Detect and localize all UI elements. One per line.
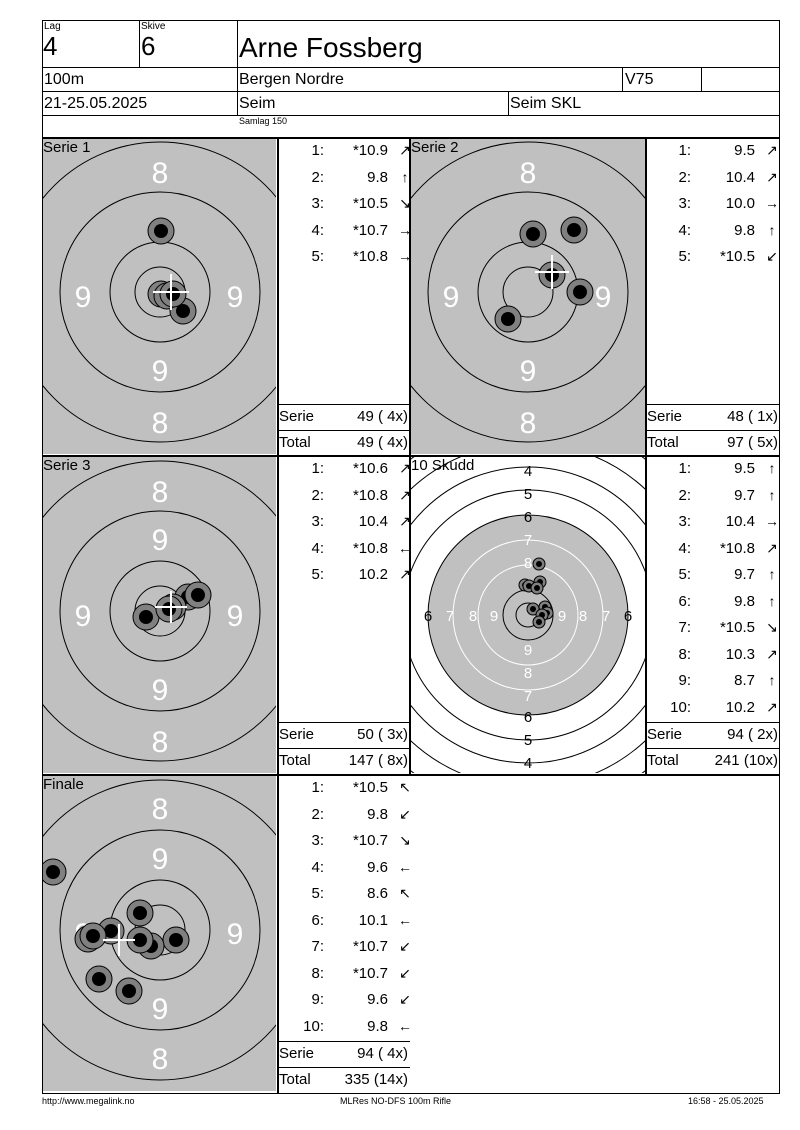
- shot-number: 2:: [311, 168, 324, 186]
- target-serie-1: [43, 139, 276, 454]
- direction-arrow-icon: ↗: [399, 513, 411, 529]
- target-svg: [43, 457, 276, 773]
- svg-text:5: 5: [523, 732, 533, 749]
- shot-number: 4:: [678, 221, 691, 239]
- ring-label: 9: [74, 600, 92, 633]
- direction-arrow-icon: ←: [398, 911, 412, 928]
- shot-value: *10.8: [719, 539, 755, 557]
- shot-value: *10.5: [352, 195, 388, 212]
- direction-arrow-icon: ↘: [399, 832, 411, 848]
- shot-number: 1:: [678, 142, 691, 159]
- serie-sum: Serie 50 ( 3x): [279, 726, 408, 743]
- svg-text:6: 6: [423, 608, 433, 625]
- shot-value: 9.8: [734, 592, 755, 610]
- shot-row: [657, 513, 777, 533]
- shot-value: *10.9: [352, 142, 388, 159]
- shot-number: 5:: [678, 248, 691, 265]
- shot-row: [290, 911, 412, 932]
- ring-label: 9: [151, 674, 169, 707]
- ring-label: 8: [151, 157, 169, 190]
- shot-number: 1:: [311, 460, 324, 477]
- direction-arrow-icon: ↘: [399, 195, 411, 211]
- svg-text:8: 8: [578, 608, 588, 625]
- shot-number: 4:: [311, 221, 324, 239]
- direction-arrow-icon: ↑: [768, 486, 776, 503]
- target-svg: [43, 139, 276, 454]
- shot-number: 6:: [311, 911, 324, 929]
- shot-number: 7:: [311, 938, 324, 955]
- shot-row: [290, 805, 411, 826]
- svg-text:4: 4: [523, 755, 533, 772]
- shot-row: [290, 248, 412, 268]
- shooter-name: Arne Fossberg: [239, 32, 423, 63]
- direction-arrow-icon: ↑: [768, 672, 776, 688]
- svg-text:8: 8: [523, 555, 533, 572]
- event-name: Samlag 150: [239, 116, 288, 126]
- ring-label: 9: [151, 524, 169, 557]
- shot-row: [290, 513, 411, 533]
- shot-number: 2:: [311, 805, 324, 823]
- direction-arrow-icon: ↗: [766, 142, 778, 158]
- direction-arrow-icon: ↘: [766, 619, 778, 635]
- svg-text:7: 7: [601, 608, 611, 625]
- direction-arrow-icon: ↗: [399, 142, 411, 158]
- direction-arrow-icon: ↑: [768, 566, 776, 582]
- shot-number: 10:: [303, 1017, 324, 1035]
- total-sum: Total 97 ( 5x): [647, 434, 778, 451]
- serie-sum: Serie 94 ( 4x): [279, 1045, 408, 1062]
- shot-number: 5:: [311, 885, 324, 902]
- shot-number: 2:: [311, 486, 324, 504]
- shot-row: [657, 619, 777, 639]
- skive-label: Skive: [141, 21, 166, 32]
- shot-value: *10.7: [352, 221, 388, 239]
- shot-row: [657, 566, 777, 586]
- shot-value: 9.8: [367, 1017, 388, 1035]
- shot-value: 9.8: [367, 168, 388, 186]
- shot-value: 9.5: [734, 142, 755, 159]
- shot-row: [290, 539, 412, 560]
- shot-row: [290, 1017, 412, 1038]
- shot-value: 10.0: [725, 195, 755, 212]
- shot-number: 2:: [678, 168, 691, 186]
- ring-label: 9: [151, 993, 169, 1026]
- direction-arrow-icon: ↖: [399, 779, 411, 795]
- shot-row: [290, 195, 411, 215]
- shot-row: [657, 540, 777, 560]
- club: Bergen Nordre: [239, 71, 344, 88]
- direction-arrow-icon: →: [765, 195, 779, 211]
- serie-sum: Serie 48 ( 1x): [647, 408, 778, 425]
- total-sum: Total 147 ( 8x): [279, 752, 408, 769]
- direction-arrow-icon: ↗: [766, 539, 778, 556]
- ring-label: 8: [151, 793, 169, 826]
- svg-text:9: 9: [557, 608, 567, 625]
- direction-arrow-icon: ↙: [399, 964, 411, 981]
- shot-value: *10.7: [352, 964, 388, 982]
- shot-row: [290, 779, 411, 799]
- shot-row: [657, 142, 777, 162]
- shooter-class: V75: [625, 71, 654, 88]
- target-svg: [411, 457, 645, 773]
- distance: 100m: [44, 71, 85, 88]
- shot-number: 2:: [678, 486, 691, 504]
- ring-label: 9: [519, 355, 537, 388]
- shot-row: [657, 487, 777, 507]
- svg-text:6: 6: [623, 608, 633, 625]
- shot-number: 1:: [678, 460, 691, 477]
- direction-arrow-icon: ↑: [768, 221, 776, 238]
- ring-label: 9: [226, 600, 244, 633]
- shot-number: 5:: [311, 248, 324, 265]
- shot-number: 8:: [678, 645, 691, 663]
- shot-value: 10.4: [725, 168, 755, 186]
- panel-title: Serie 3: [43, 457, 91, 474]
- shot-number: 6:: [678, 592, 691, 610]
- shot-number: 3:: [311, 195, 324, 212]
- shot-value: 9.6: [367, 991, 388, 1008]
- ring-label: 9: [74, 281, 92, 314]
- shot-row: [290, 460, 411, 480]
- shot-row: [657, 646, 777, 666]
- target-svg: [411, 139, 645, 454]
- shot-value: 10.3: [725, 645, 755, 663]
- shot-row: [290, 832, 411, 852]
- shot-list-finale: [290, 779, 412, 1039]
- shot-number: 9:: [311, 991, 324, 1008]
- direction-arrow-icon: ↑: [401, 168, 409, 185]
- direction-arrow-icon: →: [765, 513, 779, 529]
- date: 21-25.05.2025: [44, 95, 148, 112]
- shot-value: 9.7: [734, 486, 755, 504]
- shot-number: 3:: [311, 832, 324, 849]
- shot-number: 8:: [311, 964, 324, 982]
- direction-arrow-icon: →: [398, 248, 412, 264]
- direction-arrow-icon: ↙: [399, 991, 411, 1007]
- shot-number: 5:: [311, 566, 324, 583]
- target-10-skudd: [411, 457, 645, 773]
- shot-value: 9.8: [734, 221, 755, 239]
- direction-arrow-icon: ←: [398, 858, 412, 875]
- shot-number: 3:: [678, 195, 691, 212]
- shot-row: [290, 991, 411, 1011]
- ring-label: 8: [519, 157, 537, 190]
- ring-label: 9: [151, 355, 169, 388]
- shot-value: *10.8: [352, 486, 388, 504]
- footer-timestamp: 16:58 - 25.05.2025: [688, 1096, 764, 1106]
- ring-label: 8: [151, 476, 169, 509]
- shot-value: *10.7: [352, 938, 388, 955]
- shot-list-10-skudd: [657, 460, 777, 720]
- direction-arrow-icon: ↗: [399, 486, 411, 503]
- shot-value: *10.8: [352, 539, 388, 557]
- shot-value: *10.6: [352, 460, 388, 477]
- direction-arrow-icon: ↗: [766, 168, 778, 185]
- ring-label: 9: [226, 918, 244, 951]
- direction-arrow-icon: ↗: [399, 566, 411, 582]
- panel-title: Serie 2: [411, 139, 459, 156]
- target-serie-3: [43, 457, 276, 773]
- direction-arrow-icon: ↙: [766, 248, 778, 264]
- shot-value: 10.1: [358, 911, 388, 929]
- svg-text:5: 5: [523, 486, 533, 503]
- total-sum: Total 241 (10x): [647, 752, 778, 769]
- ring-label: 8: [151, 407, 169, 440]
- serie-sum: Serie 49 ( 4x): [279, 408, 408, 425]
- lag-value: 4: [43, 31, 58, 61]
- shot-number: 1:: [311, 142, 324, 159]
- ring-label: 9: [442, 281, 460, 314]
- ring-label: 9: [151, 843, 169, 876]
- target-finale: [43, 776, 276, 1091]
- direction-arrow-icon: ←: [398, 539, 412, 556]
- shot-value: *10.5: [719, 619, 755, 636]
- ring-label: 8: [151, 1043, 169, 1076]
- direction-arrow-icon: ↖: [399, 885, 411, 901]
- svg-text:4: 4: [523, 463, 533, 480]
- shot-value: *10.7: [352, 832, 388, 849]
- footer-url[interactable]: http://www.megalink.no: [42, 1096, 135, 1106]
- total-sum: Total 335 (14x): [279, 1071, 408, 1088]
- panel-title: Serie 1: [43, 139, 91, 156]
- svg-text:7: 7: [523, 688, 533, 705]
- svg-text:7: 7: [445, 608, 455, 625]
- shot-row: [657, 169, 777, 189]
- direction-arrow-icon: ↑: [768, 592, 776, 609]
- shot-value: 10.4: [358, 513, 388, 530]
- lag-label: Lag: [44, 21, 61, 32]
- shot-list-serie-2: [657, 142, 777, 402]
- shot-value: 8.6: [367, 885, 388, 902]
- shot-row: [657, 699, 777, 719]
- shot-row: [290, 142, 411, 162]
- shot-row: [657, 222, 777, 242]
- direction-arrow-icon: ↑: [768, 460, 776, 476]
- shot-row: [290, 566, 411, 586]
- shot-value: 9.8: [367, 805, 388, 823]
- direction-arrow-icon: ↗: [766, 698, 778, 715]
- shot-value: 10.4: [725, 513, 755, 530]
- organizer: Seim SKL: [510, 95, 582, 112]
- shot-row: [657, 195, 777, 215]
- ring-label: 9: [226, 281, 244, 314]
- shot-row: [657, 248, 777, 268]
- shot-row: [290, 169, 408, 189]
- footer-program: MLRes NO-DFS 100m Rifle: [340, 1096, 452, 1106]
- shot-number: 7:: [678, 619, 691, 636]
- svg-text:7: 7: [523, 532, 533, 549]
- location: Seim: [239, 95, 276, 112]
- panel-title: 10 Skudd: [411, 457, 475, 474]
- shot-row: [290, 486, 411, 507]
- shot-value: 9.6: [367, 858, 388, 876]
- shot-number: 3:: [678, 513, 691, 530]
- shot-list-serie-1: [290, 142, 412, 402]
- skive-value: 6: [141, 31, 156, 61]
- shot-value: 8.7: [734, 672, 755, 689]
- shot-list-serie-3: [290, 460, 412, 720]
- shot-value: *10.8: [352, 248, 388, 265]
- svg-text:9: 9: [523, 642, 533, 659]
- svg-text:9: 9: [489, 608, 499, 625]
- shot-row: [290, 938, 411, 958]
- direction-arrow-icon: ←: [398, 1017, 412, 1034]
- svg-text:8: 8: [468, 608, 478, 625]
- svg-text:6: 6: [523, 509, 533, 526]
- shot-value: 10.2: [725, 698, 755, 716]
- shot-row: [290, 885, 411, 905]
- shot-row: [290, 221, 412, 242]
- shot-number: 9:: [678, 672, 691, 689]
- ring-label: 8: [519, 407, 537, 440]
- shot-row: [290, 964, 411, 985]
- shot-number: 1:: [311, 779, 324, 796]
- direction-arrow-icon: →: [398, 221, 412, 238]
- shot-number: 4:: [678, 539, 691, 557]
- ring-label: 9: [594, 281, 612, 314]
- shot-value: *10.5: [719, 248, 755, 265]
- shot-number: 5:: [678, 566, 691, 583]
- direction-arrow-icon: ↗: [399, 460, 411, 476]
- shot-row: [290, 858, 412, 879]
- shot-row: [657, 672, 777, 692]
- shot-number: 3:: [311, 513, 324, 530]
- svg-text:8: 8: [523, 665, 533, 682]
- target-serie-2: [411, 139, 645, 454]
- direction-arrow-icon: ↗: [766, 645, 778, 662]
- shot-number: 4:: [311, 858, 324, 876]
- svg-text:6: 6: [523, 709, 533, 726]
- shot-row: [657, 593, 777, 613]
- serie-sum: Serie 94 ( 2x): [647, 726, 778, 743]
- total-sum: Total 49 ( 4x): [279, 434, 408, 451]
- shot-value: *10.5: [352, 779, 388, 796]
- shot-value: 10.2: [358, 566, 388, 583]
- ring-label: 8: [151, 726, 169, 759]
- shot-row: [657, 460, 777, 480]
- direction-arrow-icon: ↙: [399, 938, 411, 954]
- target-svg: [43, 776, 276, 1091]
- shot-value: 9.5: [734, 460, 755, 477]
- panel-title: Finale: [43, 776, 84, 793]
- shot-number: 10:: [670, 698, 691, 716]
- shot-value: 9.7: [734, 566, 755, 583]
- shot-number: 4:: [311, 539, 324, 557]
- direction-arrow-icon: ↙: [399, 805, 411, 822]
